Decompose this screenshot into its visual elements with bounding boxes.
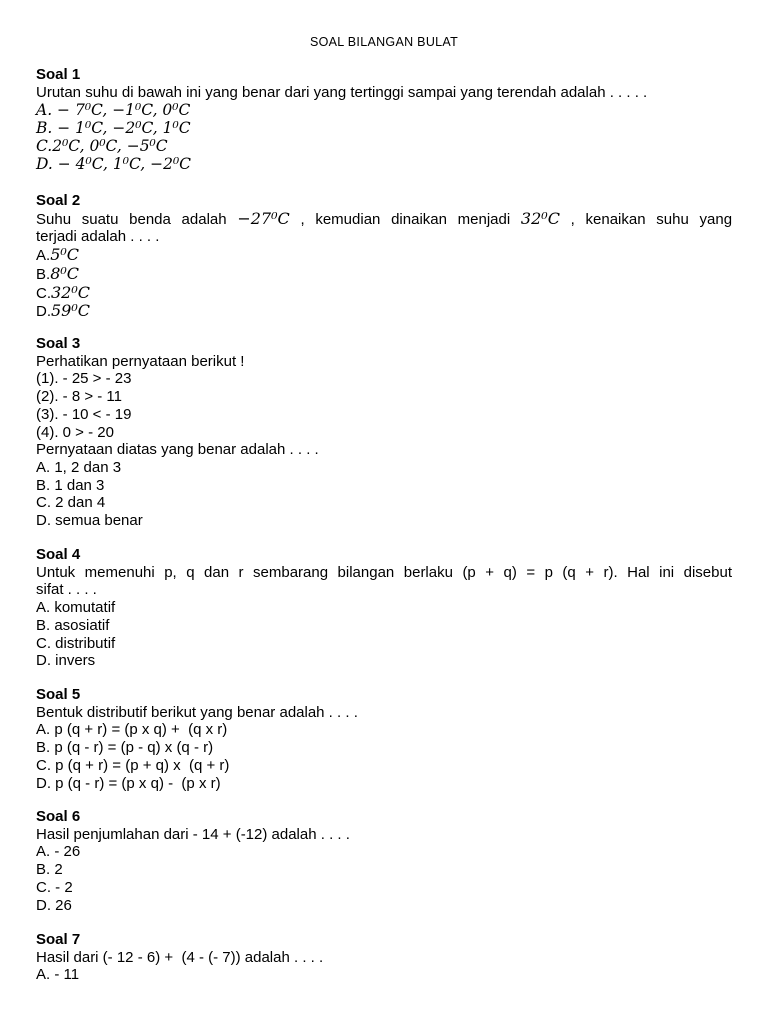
question-3-intro: Perhatikan pernyataan berikut ! [36, 352, 245, 370]
question-4-option-c: C. distributif [36, 634, 116, 652]
question-3-option-b: B. 1 dan 3 [36, 476, 105, 494]
question-3 [36, 335, 732, 530]
option-value: 59⁰C [51, 301, 91, 321]
question-2-final-temp: 32⁰C [520, 208, 560, 228]
option-label: D. [36, 303, 51, 321]
option-value: 8⁰C [50, 263, 80, 283]
question-3-statement-4: (4). 0 > - 20 [36, 423, 114, 441]
question-5-stem: Bentuk distributif berikut yang benar adalah . . . . [36, 703, 358, 721]
option-value: 32⁰C [51, 282, 91, 302]
question-4 [36, 546, 732, 670]
question-5-option-c: C. p (q + r) = (p + q) x (q + r) [36, 756, 230, 774]
option-label: A. [36, 247, 51, 265]
question-3-option-d: D. semua benar [36, 512, 143, 530]
question-4-option-d: D. invers [36, 652, 96, 670]
question-6-option-d: D. 26 [36, 896, 72, 914]
option-label: B. [36, 265, 51, 283]
question-3-heading: Soal 3 [36, 335, 81, 352]
question-2-stem-line-1 [36, 210, 732, 229]
question-3-statement-2: (2). - 8 > - 11 [36, 388, 123, 406]
question-1-stem: Urutan suhu di bawah ini yang benar dari yang tertinggi sampai yang terendah adalah . . . . . [36, 83, 648, 101]
question-1-option-a: A. − 7⁰C, −1⁰C, 0⁰C [36, 101, 191, 120]
question-2-initial-temp: −27⁰C [237, 208, 290, 228]
question-6-stem: Hasil penjumlahan dari - 14 + (-12) adalah . . . . [36, 825, 350, 843]
question-6-option-a: A. - 26 [36, 843, 81, 861]
option-label: C. [36, 284, 51, 302]
question-7-option-a: A. - 11 [36, 966, 80, 984]
question-4-stem-line-1: Untuk memenuhi p, q dan r sembarang bilangan berlaku (p + q) = p (q + r). Hal ini disebut [36, 563, 732, 581]
question-2-heading: Soal 2 [36, 192, 81, 209]
question-4-option-b: B. asosiatif [36, 616, 110, 634]
question-7-heading: Soal 7 [36, 931, 81, 948]
question-3-ask: Pernyataan diatas yang benar adalah . . . . [36, 441, 319, 459]
question-2-option-b [36, 265, 732, 284]
question-6-option-b: B. 2 [36, 861, 63, 879]
question-4-heading: Soal 4 [36, 546, 81, 563]
question-1-option-c: C.2⁰C, 0⁰C, −5⁰C [36, 137, 168, 156]
question-2-option-a [36, 246, 732, 265]
question-5-option-d: D. p (q - r) = (p x q) - (p x r) [36, 774, 221, 792]
question-7 [36, 931, 732, 984]
question-5-option-a: A. p (q + r) = (p x q) + (q x r) [36, 721, 228, 739]
question-3-option-c: C. 2 dan 4 [36, 494, 106, 512]
question-2-stem-part-c: , kenaikan suhu yang [570, 210, 733, 228]
question-3-statement-3: (3). - 10 < - 19 [36, 405, 132, 423]
question-1-option-b: B. − 1⁰C, −2⁰C, 1⁰C [36, 119, 191, 138]
question-2-stem-line-2: terjadi adalah . . . . [36, 228, 160, 246]
question-5-heading: Soal 5 [36, 686, 81, 703]
question-1 [36, 66, 732, 173]
question-2-stem-part-b: , kemudian dinaikan menjadi [300, 210, 511, 228]
option-value: 5⁰C [50, 245, 80, 265]
question-5 [36, 686, 732, 792]
question-2-stem-part-a: Suhu suatu benda adalah [36, 210, 227, 228]
question-6-heading: Soal 6 [36, 808, 81, 825]
question-1-option-d: D. − 4⁰C, 1⁰C, −2⁰C [36, 155, 192, 174]
question-2-option-c [36, 284, 732, 303]
question-4-option-a: A. komutatif [36, 599, 116, 617]
question-3-statement-1: (1). - 25 > - 23 [36, 370, 132, 388]
question-5-option-b: B. p (q - r) = (p - q) x (q - r) [36, 739, 214, 757]
question-6-option-c: C. - 2 [36, 878, 73, 896]
question-6 [36, 808, 732, 914]
question-3-option-a: A. 1, 2 dan 3 [36, 458, 122, 476]
question-4-stem-line-2: sifat . . . . [36, 581, 97, 599]
question-7-stem: Hasil dari (- 12 - 6) + (4 - (- 7)) adalah . . . . [36, 948, 324, 966]
question-2-option-d [36, 302, 732, 321]
document-title: SOAL BILANGAN BULAT [309, 35, 459, 49]
question-1-heading: Soal 1 [36, 66, 81, 83]
question-2 [36, 192, 732, 321]
